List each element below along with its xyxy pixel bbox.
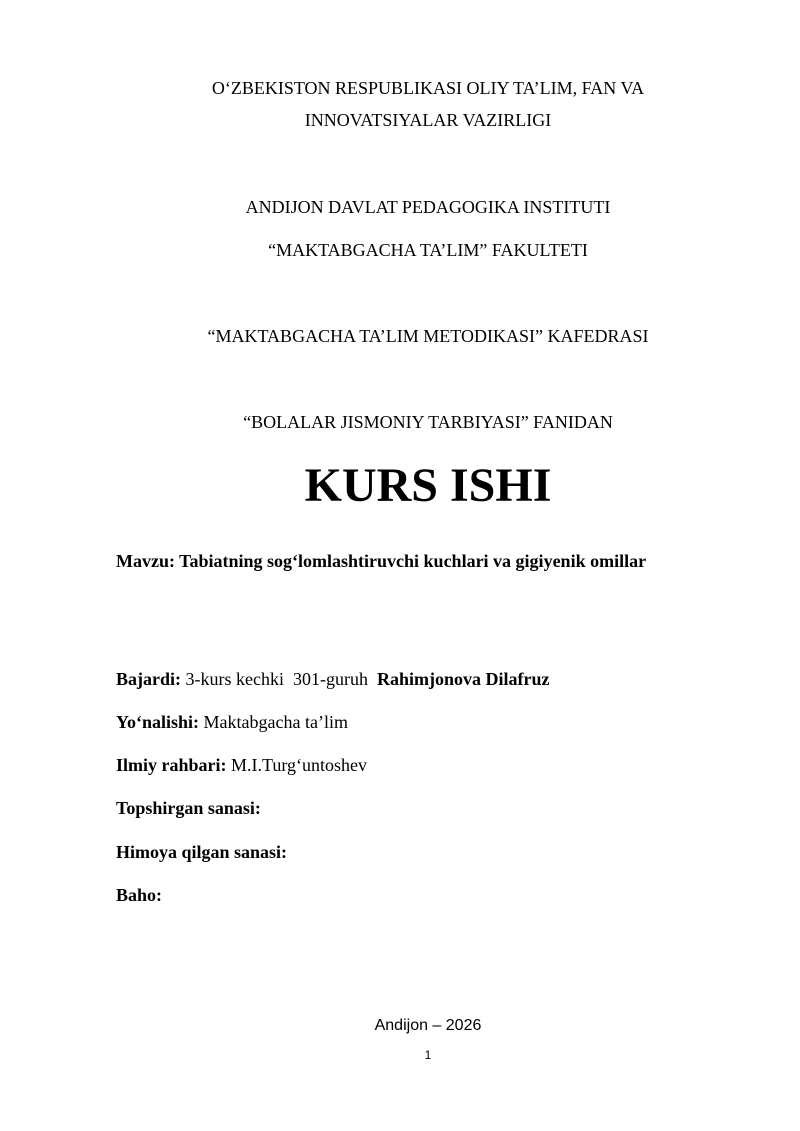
topic-value: Tabiatning sog‘lomlashtiruvchi kuchlari va gigiyenik omillar [174, 551, 647, 571]
institute-name: ANDIJON DAVLAT PEDAGOGIKA INSTITUTI [245, 197, 611, 217]
performer-name: Rahimjonova Dilafruz [376, 669, 550, 689]
direction-value: Maktabgacha ta’lim [199, 712, 348, 732]
supervisor-value: M.I.Turg‘untoshev [226, 755, 368, 775]
faculty-name: “MAKTABGACHA TA’LIM” FAKULTETI [268, 240, 588, 260]
direction-label: Yo‘nalishi: [116, 712, 200, 732]
ministry-line-1: O‘ZBEKISTON RESPUBLIKASI OLIY TA’LIM, FAN VA [211, 78, 645, 98]
topic-label: Mavzu: [116, 551, 175, 571]
performer-label: Bajardi: [116, 669, 181, 689]
direction-line [116, 711, 348, 733]
topic-line [116, 550, 646, 572]
supervisor-line [116, 754, 367, 776]
page-number: 1 [424, 1048, 432, 1062]
city-year: Andijon – 2026 [374, 1017, 482, 1034]
grade-label: Baho: [116, 885, 163, 905]
performer-group: 3-kurs kechki 301-guruh [181, 669, 377, 689]
department-name: “MAKTABGACHA TA’LIM METODIKASI” KAFEDRASI [207, 326, 649, 346]
supervisor-label: Ilmiy rahbari: [116, 755, 227, 775]
ministry-line-2: INNOVATSIYALAR VAZIRLIGI [304, 110, 552, 130]
subject-name: “BOLALAR JISMONIY TARBIYASI” FANIDAN [243, 412, 613, 432]
submitted-date-label: Topshirgan sanasi: [116, 798, 261, 818]
performer-line [116, 668, 549, 690]
document-title: KURS ISHI [304, 459, 552, 512]
defended-date-label: Himoya qilgan sanasi: [116, 842, 288, 862]
